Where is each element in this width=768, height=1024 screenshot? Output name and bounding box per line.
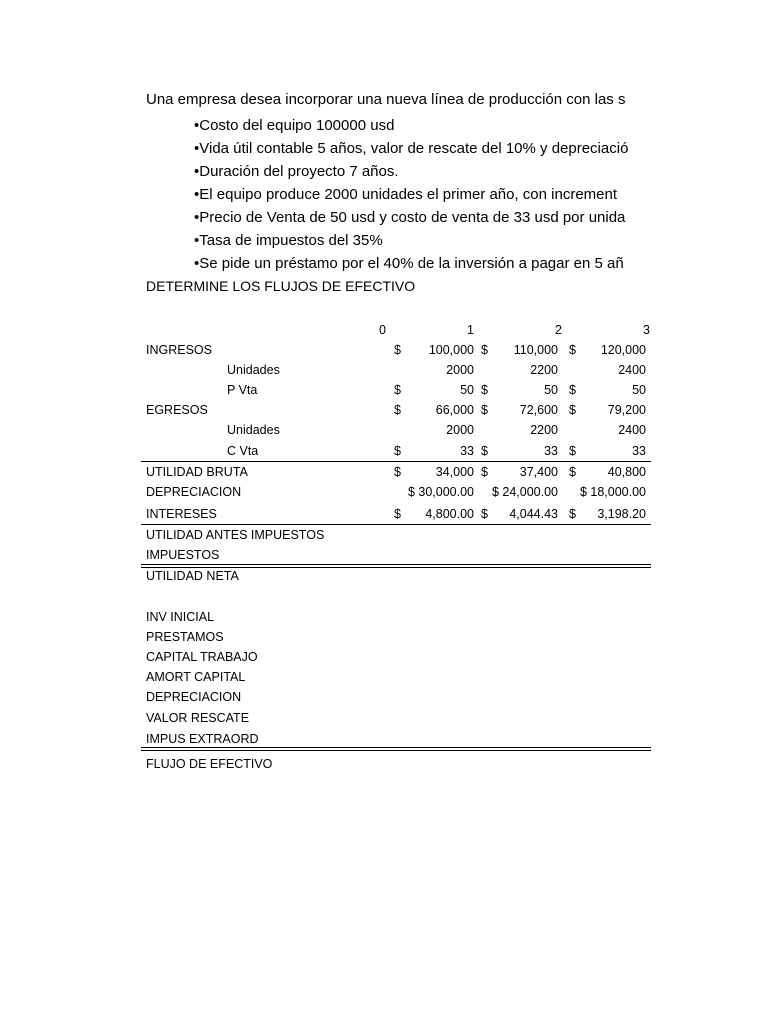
pvta-y3: 50: [632, 383, 646, 397]
row-label-egresos: EGRESOS: [146, 403, 208, 417]
ingresos-y2: 110,000: [513, 343, 558, 357]
divider-line: [141, 564, 651, 565]
pvta-y2: 50: [544, 383, 558, 397]
utilidad-bruta-y1: 34,000: [435, 465, 474, 479]
row-label-utilidad-bruta: UTILIDAD BRUTA: [146, 465, 248, 479]
egresos-y3: 79,200: [607, 403, 646, 417]
divider-line: [141, 461, 651, 462]
currency-sign: $: [394, 403, 401, 417]
bullet-duration: •Duración del proyecto 7 años.: [194, 163, 399, 180]
currency-sign: $: [481, 507, 488, 521]
row-label-utilidad-antes-impuestos: UTILIDAD ANTES IMPUESTOS: [146, 528, 325, 542]
row-label-amort-capital: AMORT CAPITAL: [146, 670, 246, 684]
row-label-utilidad-neta: UTILIDAD NETA: [146, 569, 239, 583]
cvta-y2: 33: [544, 444, 558, 458]
depreciacion-y2: $ 24,000.00: [491, 485, 558, 499]
unidades-egr-y3: 2400: [618, 423, 646, 437]
divider-line: [141, 524, 651, 525]
year-1: 1: [467, 323, 474, 337]
depreciacion-y3: $ 18,000.00: [579, 485, 646, 499]
currency-sign: $: [569, 403, 576, 417]
unidades-egr-y1: 2000: [446, 423, 474, 437]
currency-sign: $: [394, 465, 401, 479]
bullet-cost: •Costo del equipo 100000 usd: [194, 117, 395, 134]
row-label-unidades: Unidades: [227, 423, 280, 437]
egresos-y1: 66,000: [435, 403, 474, 417]
pvta-y1: 50: [460, 383, 474, 397]
currency-sign: $: [481, 403, 488, 417]
intereses-y3: 3,198.20: [597, 507, 646, 521]
row-label-impus-extraord: IMPUS EXTRAORD: [146, 732, 259, 746]
bullet-price: •Precio de Venta de 50 usd y costo de venta de 33 usd por unida: [194, 209, 626, 226]
row-label-pvta: P Vta: [227, 383, 258, 397]
row-label-prestamos: PRESTAMOS: [146, 630, 224, 644]
ingresos-y3: 120,000: [600, 343, 646, 357]
row-label-impuestos: IMPUESTOS: [146, 548, 220, 562]
currency-sign: $: [569, 444, 576, 458]
currency-sign: $: [569, 383, 576, 397]
row-label-valor-rescate: VALOR RESCATE: [146, 711, 250, 725]
currency-sign: $: [394, 383, 401, 397]
unidades-egr-y2: 2200: [530, 423, 558, 437]
divider-line: [141, 747, 651, 748]
bullet-useful-life: •Vida útil contable 5 años, valor de rescate del 10% y depreciació: [194, 140, 629, 157]
year-2: 2: [555, 323, 562, 337]
row-label-depreciacion-2: DEPRECIACION: [146, 690, 242, 704]
row-label-unidades: Unidades: [227, 363, 280, 377]
divider-line: [141, 750, 651, 751]
bullet-tax: •Tasa de impuestos del 35%: [194, 232, 383, 249]
bullet-production: •El equipo produce 2000 unidades el primer año, con increment: [194, 186, 618, 203]
currency-sign: $: [394, 444, 401, 458]
row-label-capital-trabajo: CAPITAL TRABAJO: [146, 650, 258, 664]
depreciacion-y1: $ 30,000.00: [407, 485, 474, 499]
bullet-loan: •Se pide un préstamo por el 40% de la inversión a pagar en 5 añ: [194, 255, 624, 272]
intereses-y2: 4,044.43: [509, 507, 558, 521]
currency-sign: $: [394, 343, 401, 357]
year-3: 3: [643, 323, 650, 337]
egresos-y2: 72,600: [519, 403, 558, 417]
row-label-inv-inicial: INV INICIAL: [146, 610, 215, 624]
utilidad-bruta-y2: 37,400: [519, 465, 558, 479]
row-label-flujo-de-efectivo: FLUJO DE EFECTIVO: [146, 757, 273, 771]
currency-sign: $: [569, 465, 576, 479]
currency-sign: $: [481, 444, 488, 458]
utilidad-bruta-y3: 40,800: [607, 465, 646, 479]
row-label-cvta: C Vta: [227, 444, 259, 458]
currency-sign: $: [481, 343, 488, 357]
unidades-ing-y2: 2200: [530, 363, 558, 377]
intereses-y1: 4,800.00: [425, 507, 474, 521]
row-label-ingresos: INGRESOS: [146, 343, 212, 357]
cvta-y3: 33: [632, 444, 646, 458]
unidades-ing-y3: 2400: [618, 363, 646, 377]
currency-sign: $: [569, 343, 576, 357]
currency-sign: $: [481, 465, 488, 479]
unidades-ing-y1: 2000: [446, 363, 474, 377]
currency-sign: $: [394, 507, 401, 521]
currency-sign: $: [569, 507, 576, 521]
row-label-depreciacion: DEPRECIACION: [146, 485, 242, 499]
instruction-heading: DETERMINE LOS FLUJOS DE EFECTIVO: [146, 278, 416, 294]
problem-title: Una empresa desea incorporar una nueva línea de producción con las s: [146, 91, 626, 108]
currency-sign: $: [481, 383, 488, 397]
cvta-y1: 33: [460, 444, 474, 458]
row-label-intereses: INTERESES: [146, 507, 217, 521]
year-0: 0: [379, 323, 386, 337]
ingresos-y1: 100,000: [428, 343, 474, 357]
